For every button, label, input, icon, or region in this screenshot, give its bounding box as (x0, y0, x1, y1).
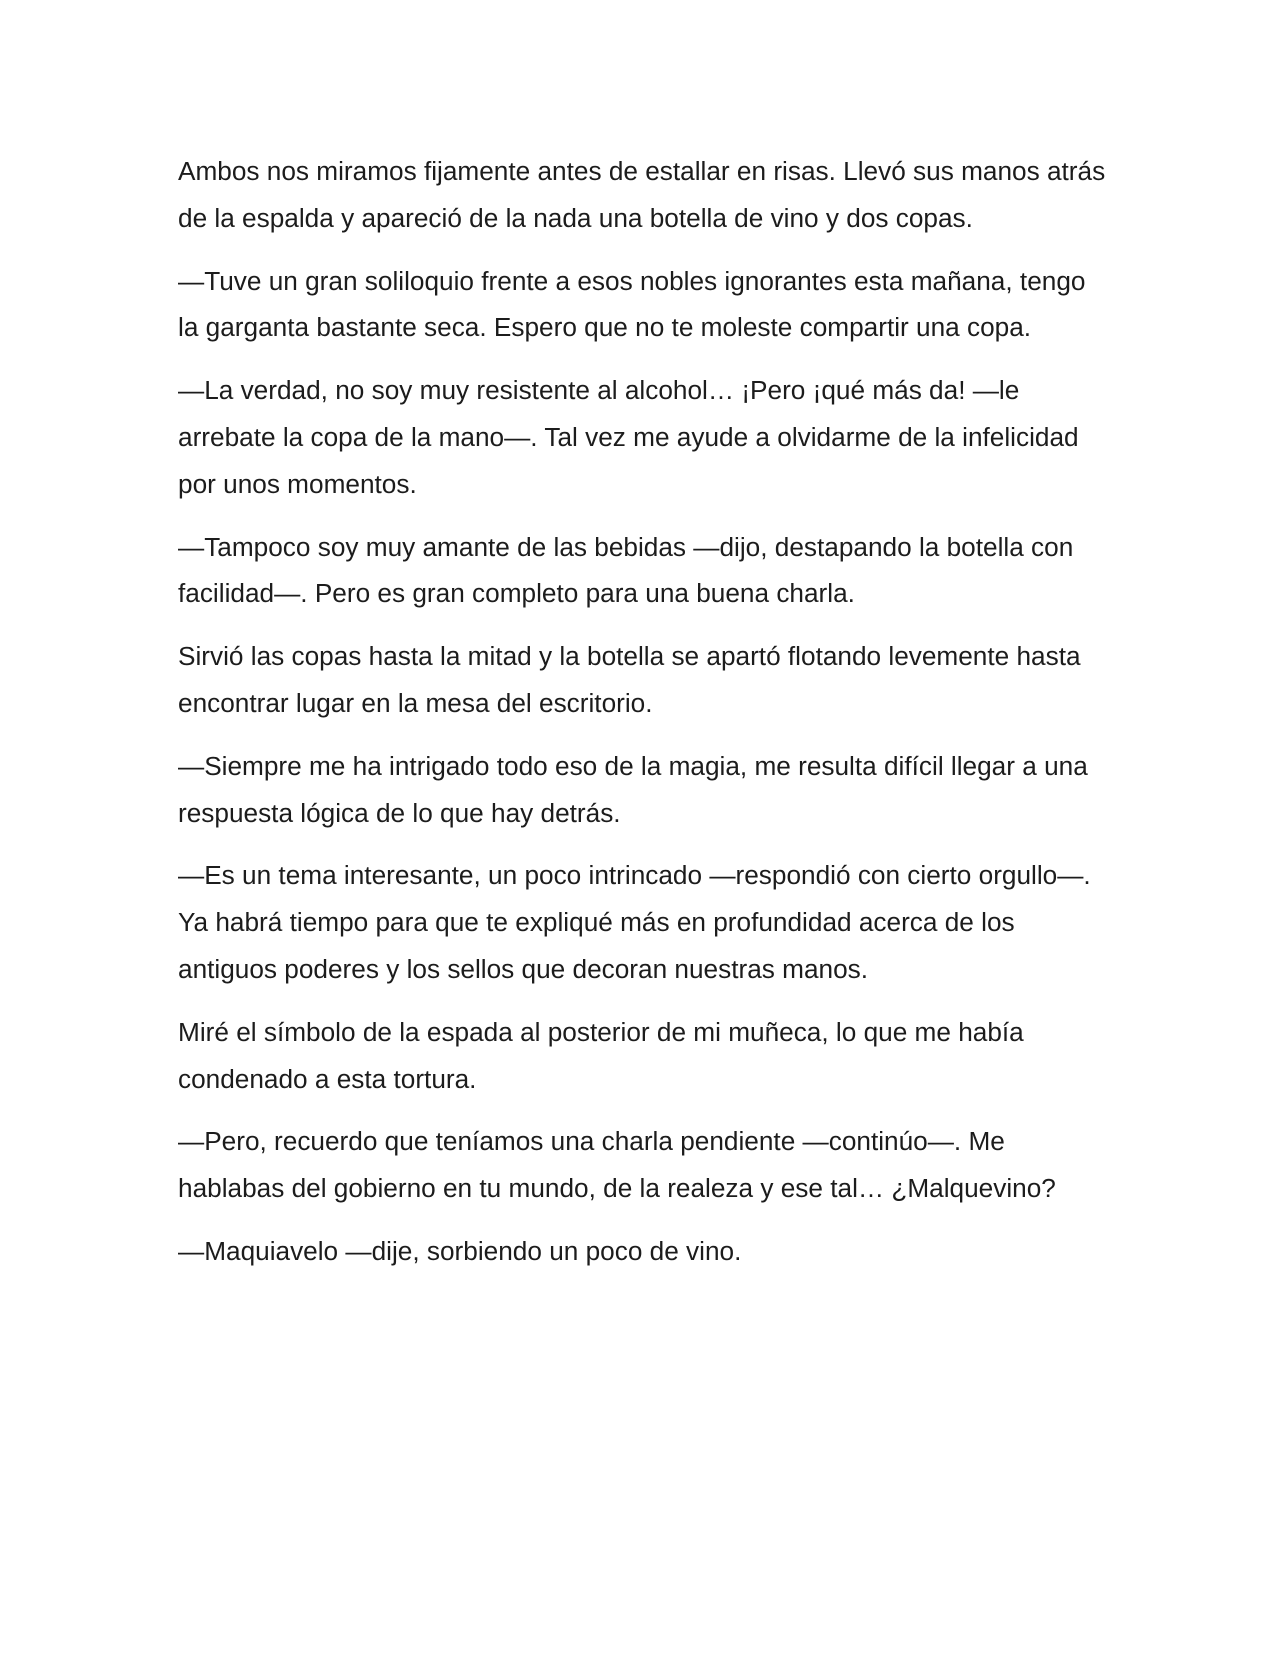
paragraph-7: —Es un tema interesante, un poco intrincado —respondió con cierto orgullo—. Ya habrá tiempo para que te expliqué más en profundidad acerca de los antiguos poderes y los sellos que decoran nuestras manos. (178, 860, 1091, 984)
paragraph-1: Ambos nos miramos fijamente antes de estallar en risas. Llevó sus manos atrás de la espalda y apareció de la nada una botella de vino y dos copas. (178, 156, 1106, 233)
paragraph-5: Sirvió las copas hasta la mitad y la botella se apartó flotando levemente hasta encontrar lugar en la mesa del escritorio. (178, 641, 1081, 718)
paragraph-9: —Pero, recuerdo que teníamos una charla pendiente —continúo—. Me hablabas del gobierno en tu mundo, de la realeza y ese tal… ¿Malquevino? (178, 1126, 1056, 1204)
paragraph-4: —Tampoco soy muy amante de las bebidas —dijo, destapando la botella con facilidad—. Pero es gran completo para una buena charla. (178, 531, 1074, 609)
paragraph-10: —Maquiavelo —dije, sorbiendo un poco de vino. (178, 1235, 742, 1266)
paragraph-6: —Siempre me ha intrigado todo eso de la magia, me resulta difícil llegar a una respuesta lógica de lo que hay detrás. (178, 750, 1088, 828)
page-body (178, 148, 1108, 1291)
paragraph-8: Miré el símbolo de la espada al posterior de mi muñeca, lo que me había condenado a esta tortura. (178, 1016, 1024, 1094)
paragraph-3: —La verdad, no soy muy resistente al alcohol… ¡Pero ¡qué más da! —le arrebate la copa de la mano—. Tal vez me ayude a olvidarme de la infelicidad por unos momentos. (178, 375, 1079, 499)
paragraph-2: —Tuve un gran soliloquio frente a esos nobles ignorantes esta mañana, tengo la garganta bastante seca. Espero que no te moleste compartir una copa. (178, 265, 1086, 343)
